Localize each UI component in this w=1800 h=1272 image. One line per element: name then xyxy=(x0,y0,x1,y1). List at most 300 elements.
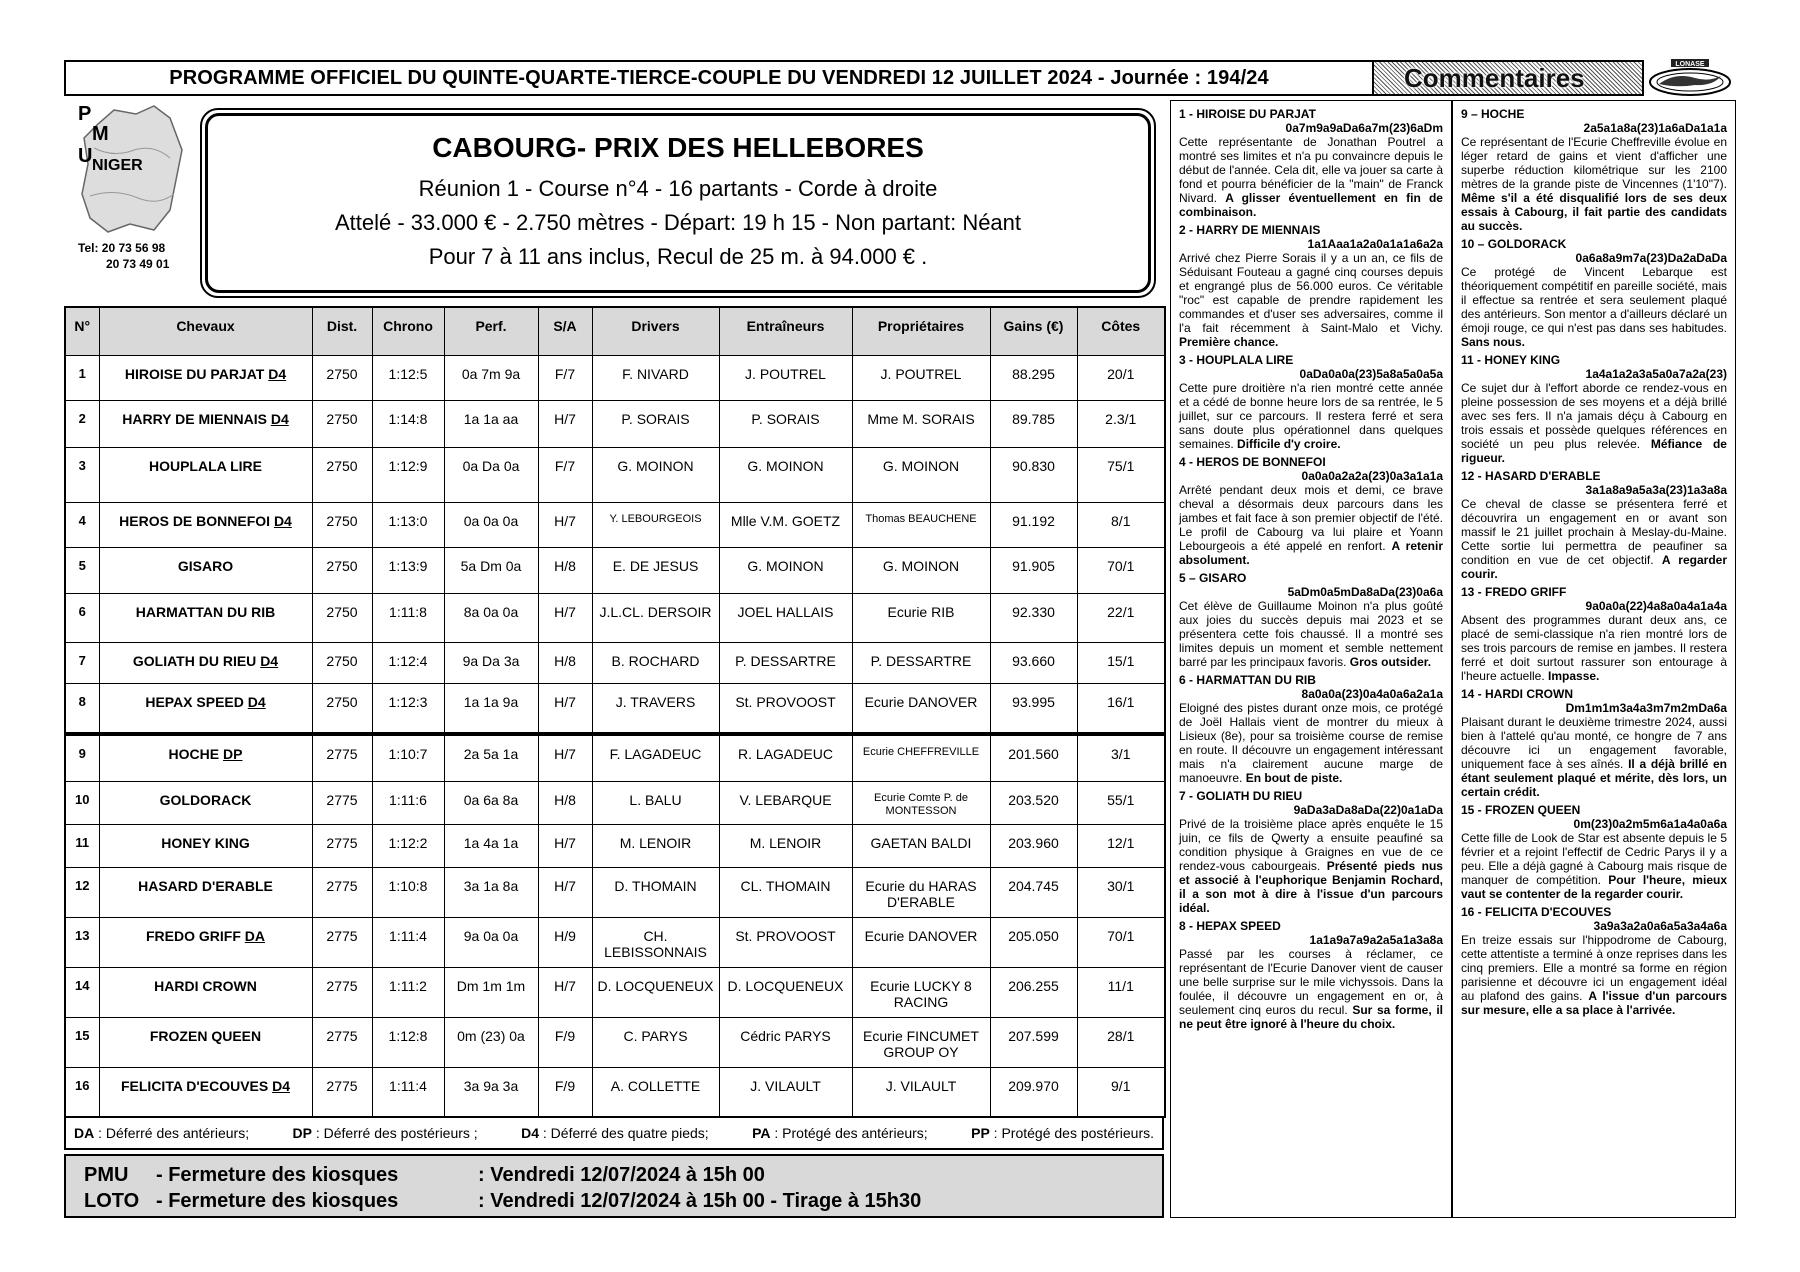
distance: 2750 xyxy=(312,593,372,643)
chrono: 1:12:4 xyxy=(372,643,444,684)
runner-number: 3 xyxy=(65,448,99,502)
gains: 90.830 xyxy=(990,448,1077,502)
comment-horse-name: 13 - FREDO GRIFF xyxy=(1461,585,1567,599)
comment-verdict: Présenté pieds nus et associé à l'euphorique Benjamin Rochard, il a son mot à dire à l'issue d'un parcours idéal. xyxy=(1179,859,1443,915)
comment-text-block xyxy=(1179,701,1443,785)
comment-text: Passé par les courses à réclamer, ce représentant de l'Ecurie Danover vient de causer une belle surprise sur le mile vichyssois. Dans la foulée, il découvre un engagement en or, à seulement cinq euros du recul. xyxy=(1179,947,1443,1017)
driver: L. BALU xyxy=(592,781,719,824)
gains: 203.520 xyxy=(990,781,1077,824)
legend-code: DP xyxy=(292,1125,312,1141)
horse-name-cell xyxy=(99,1017,312,1067)
distance: 2775 xyxy=(312,824,372,867)
pmu-niger-logo xyxy=(74,98,186,238)
race-meeting-line: Réunion 1 - Course n°4 - 16 partants - Corde à droite xyxy=(418,176,938,201)
comment-performance: 1a4a1a2a3a5a0a7a2a(23) xyxy=(1585,367,1727,381)
performance: 9a Da 3a xyxy=(444,643,538,684)
comment-verdict: A l'issue d'un parcours sur mesure, elle a sa place à l'arrivée. xyxy=(1461,989,1728,1017)
comment-entry xyxy=(1179,571,1443,669)
comment-verdict: En bout de piste. xyxy=(1245,771,1343,785)
sex-age: H/7 xyxy=(538,684,592,734)
odds: 9/1 xyxy=(1077,1067,1165,1117)
gains: 91.192 xyxy=(990,502,1077,547)
comment-verdict: Première chance. xyxy=(1179,335,1279,349)
chrono: 1:12:9 xyxy=(372,448,444,502)
chrono: 1:12:3 xyxy=(372,684,444,734)
comment-entry xyxy=(1461,469,1727,581)
odds: 16/1 xyxy=(1077,684,1165,734)
comment-verdict: A regarder courir. xyxy=(1461,553,1727,581)
race-conditions-line: Attelé - 33.000 € - 2.750 mètres - Départ: 19 h 15 - Non partant: Néant xyxy=(334,210,1022,235)
comment-text: Absent des programmes durant deux ans, ce placé de semi-classique n'a rien montré lors de ses trois parcours de remise en jambes. Il restera ferré et doit surtout rassurer son entourage à l'heure actuelle. xyxy=(1461,613,1727,683)
gains: 92.330 xyxy=(990,593,1077,643)
contact-phone xyxy=(78,240,169,272)
closing-row xyxy=(84,1162,1162,1188)
comment-verdict: Impasse. xyxy=(1548,669,1600,683)
trainer: St. PROVOOST xyxy=(719,684,852,734)
trainer: G. MOINON xyxy=(719,448,852,502)
gains: 91.905 xyxy=(990,548,1077,593)
runner-number: 5 xyxy=(65,548,99,593)
comment-text-block xyxy=(1461,715,1727,799)
distance: 2750 xyxy=(312,548,372,593)
comment-horse-name: 12 - HASARD D'ERABLE xyxy=(1461,469,1601,483)
comment-text-block xyxy=(1179,599,1443,669)
sex-age: H/7 xyxy=(538,593,592,643)
legend-text: : Protégé des antérieurs; xyxy=(770,1125,928,1141)
race-info-box xyxy=(200,108,1156,298)
comment-text-block xyxy=(1461,265,1727,349)
driver: F. LAGADEUC xyxy=(592,734,719,782)
distance: 2750 xyxy=(312,400,372,448)
horse-name: HOUPLALA LIRE xyxy=(148,458,263,475)
table-header-row xyxy=(65,307,1165,355)
lonase-logo xyxy=(1645,58,1735,98)
comment-text-block xyxy=(1461,831,1727,901)
program-title-text: PROGRAMME OFFICIEL DU QUINTE-QUARTE-TIERCE-COUPLE DU VENDREDI 12 JUILLET 2024 - Journée : 194/24 xyxy=(169,66,1269,89)
race-title: CABOURG- PRIX DES HELLEBORES xyxy=(432,132,924,163)
legend-item xyxy=(74,1125,249,1141)
comment-text: Cette pure droitière n'a rien montré cette année et a cédé de bonne heure lors de sa rentrée, le 5 juillet, sur ce parcours. Il restera ferré et sera sans doute plus opérationnel dans quelques semaines. xyxy=(1179,381,1443,451)
driver: B. ROCHARD xyxy=(592,643,719,684)
runner-number: 12 xyxy=(65,867,99,917)
odds: 30/1 xyxy=(1077,867,1165,917)
distance: 2750 xyxy=(312,643,372,684)
horse-name-cell xyxy=(99,502,312,547)
chrono: 1:13:0 xyxy=(372,502,444,547)
horse-name: HONEY KING xyxy=(161,834,250,851)
comment-verdict: Difficile d'y croire. xyxy=(1237,437,1341,451)
odds: 3/1 xyxy=(1077,734,1165,782)
comment-text-block xyxy=(1461,497,1727,581)
driver: C. PARYS xyxy=(592,1017,719,1067)
legend-item xyxy=(971,1125,1154,1141)
comment-performance: 0a7m9a9aDa6a7m(23)6aDm xyxy=(1285,121,1443,135)
odds: 28/1 xyxy=(1077,1017,1165,1067)
comment-text-block xyxy=(1179,947,1443,1031)
runner-number: 4 xyxy=(65,502,99,547)
driver: E. DE JESUS xyxy=(592,548,719,593)
comment-text-block xyxy=(1179,135,1443,219)
odds: 22/1 xyxy=(1077,593,1165,643)
trainer: R. LAGADEUC xyxy=(719,734,852,782)
horse-name: GOLDORACK xyxy=(159,791,252,808)
driver: Y. LEBOURGEOIS xyxy=(592,502,719,547)
comment-entry xyxy=(1179,455,1443,567)
table-row xyxy=(65,1067,1165,1117)
column-header: Dist. xyxy=(312,307,372,355)
comment-text-block xyxy=(1179,483,1443,567)
horse-name-cell xyxy=(99,1067,312,1117)
closing-label: - Fermeture des kiosques xyxy=(156,1190,399,1212)
sex-age: H/7 xyxy=(538,867,592,917)
owner: Ecurie RIB xyxy=(852,593,990,643)
driver: G. MOINON xyxy=(592,448,719,502)
comment-performance: 3a9a3a2a0a6a5a3a4a6a xyxy=(1593,919,1727,933)
comment-text: Ce sujet dur à l'effort aborde ce rendez-vous en pleine possession de ses moyens et a déjà brillé avec ses fers. Il n'a jamais déçu à Cabourg en trois essais et possède quelques références en société un peu plus relevée. xyxy=(1461,381,1727,451)
distance: 2775 xyxy=(312,967,372,1017)
runner-number: 8 xyxy=(65,684,99,734)
odds: 8/1 xyxy=(1077,502,1165,547)
horse-name-cell xyxy=(99,400,312,448)
comment-horse-name: 3 - HOUPLALA LIRE xyxy=(1179,353,1294,367)
odds: 12/1 xyxy=(1077,824,1165,867)
column-header: Drivers xyxy=(592,307,719,355)
runner-number: 2 xyxy=(65,400,99,448)
trainer: P. SORAIS xyxy=(719,400,852,448)
owner: Ecurie DANOVER xyxy=(852,684,990,734)
owner: Ecurie du HARAS D'ERABLE xyxy=(852,867,990,917)
shoeing-code: D4 xyxy=(268,365,287,382)
comment-entry xyxy=(1179,223,1443,349)
chrono: 1:11:6 xyxy=(372,781,444,824)
legend-item xyxy=(293,1125,478,1141)
horse-name-cell xyxy=(99,781,312,824)
horse-name: FELICITA D'ECOUVES xyxy=(120,1077,269,1094)
distance: 2750 xyxy=(312,502,372,547)
comment-performance: 1a1Aaa1a2a0a1a1a6a2a xyxy=(1307,237,1443,251)
kiosk-closing-info xyxy=(64,1154,1164,1218)
shoeing-code: D4 xyxy=(273,512,292,529)
comment-performance: 1a1a9a7a9a2a5a1a3a8a xyxy=(1309,933,1443,947)
table-row xyxy=(65,734,1165,782)
column-header: Entraîneurs xyxy=(719,307,852,355)
driver: D. LOCQUENEUX xyxy=(592,967,719,1017)
runner-number: 15 xyxy=(65,1017,99,1067)
performance: 9a 0a 0a xyxy=(444,917,538,967)
legend-code: DA xyxy=(74,1125,95,1141)
horse-name: HARDI CROWN xyxy=(154,977,257,994)
trainer: M. LENOIR xyxy=(719,824,852,867)
sex-age: F/7 xyxy=(538,355,592,400)
performance: 8a 0a 0a xyxy=(444,593,538,643)
race-eligibility-line: Pour 7 à 11 ans inclus, Recul de 25 m. à 94.000 € . xyxy=(428,244,928,269)
sex-age: H/8 xyxy=(538,548,592,593)
sex-age: H/7 xyxy=(538,400,592,448)
game-name: PMU xyxy=(84,1164,129,1186)
comment-horse-name: 5 – GISARO xyxy=(1179,571,1247,585)
table-row xyxy=(65,917,1165,967)
comment-verdict: Il a déjà brillé en étant seulement plaqué et mérite, dès lors, un certain crédit. xyxy=(1461,757,1727,799)
table-row xyxy=(65,448,1165,502)
comment-horse-name: 15 - FROZEN QUEEN xyxy=(1461,803,1581,817)
owner: P. DESSARTRE xyxy=(852,643,990,684)
comment-verdict: A glisser éventuellement en fin de combinaison. xyxy=(1179,191,1443,219)
comment-verdict: Sans nous. xyxy=(1461,335,1526,349)
trainer: CL. THOMAIN xyxy=(719,867,852,917)
sex-age: H/7 xyxy=(538,967,592,1017)
comment-performance: 0a0a0a2a2a(23)0a3a1a1a xyxy=(1301,469,1443,483)
phone-1: Tel: 20 73 56 98 xyxy=(78,241,166,255)
comment-text: Ce cheval de classe se présentera ferré et découvrira un engagement en or avant son massif le 21 juillet prochain à Meslay-du-Maine. Cette sortie lui permettra de peaufiner sa condition en vue de cet objectif. xyxy=(1461,497,1727,567)
owner: Ecurie Comte P. de MONTESSON xyxy=(852,781,990,824)
closing-row xyxy=(84,1188,1162,1214)
odds: 15/1 xyxy=(1077,643,1165,684)
column-header: Perf. xyxy=(444,307,538,355)
owner: Ecurie CHEFFREVILLE xyxy=(852,734,990,782)
horse-name-cell xyxy=(99,967,312,1017)
horse-name: FROZEN QUEEN xyxy=(149,1027,262,1044)
odds: 11/1 xyxy=(1077,967,1165,1017)
distance: 2775 xyxy=(312,734,372,782)
comment-text-block xyxy=(1461,381,1727,465)
table-row xyxy=(65,593,1165,643)
owner: Ecurie FINCUMET GROUP OY xyxy=(852,1017,990,1067)
comment-text: Cette représentante de Jonathan Poutrel a montré ses limites et n'a pu convaincre depuis le début de l'année. Cela dit, elle va jouer sa carte à fond et pourra bénéficier de la "main" de Franck Nivard. xyxy=(1179,135,1443,205)
shoeing-code: DP xyxy=(223,745,243,762)
comment-text: Ce protégé de Vincent Lebarque est théoriquement compétitif en pareille société, mais il effectue sa rentrée et sera seulement plaqué des antérieurs. Son mentor a d'ailleurs déclaré un émoji rouge, ce qui n'est pas dans ses habitudes. xyxy=(1461,265,1727,335)
horse-name-cell xyxy=(99,734,312,782)
distance: 2750 xyxy=(312,448,372,502)
comment-entry xyxy=(1461,353,1727,465)
trainer: Mlle V.M. GOETZ xyxy=(719,502,852,547)
comment-entry xyxy=(1461,905,1727,1017)
comment-entry xyxy=(1461,237,1727,349)
horse-name: HEPAX SPEED xyxy=(145,694,244,711)
odds: 20/1 xyxy=(1077,355,1165,400)
horse-name: HASARD D'ERABLE xyxy=(138,877,273,894)
horse-name-cell xyxy=(99,355,312,400)
performance: 0a 7m 9a xyxy=(444,355,538,400)
sex-age: H/8 xyxy=(538,781,592,824)
chrono: 1:10:7 xyxy=(372,734,444,782)
trainer: J. POUTREL xyxy=(719,355,852,400)
chrono: 1:11:8 xyxy=(372,593,444,643)
table-row xyxy=(65,355,1165,400)
shoeing-legend xyxy=(64,1118,1164,1150)
driver: D. THOMAIN xyxy=(592,867,719,917)
table-row xyxy=(65,684,1165,734)
performance: 1a 4a 1a xyxy=(444,824,538,867)
performance: 1a 1a 9a xyxy=(444,684,538,734)
comment-horse-name: 8 - HEPAX SPEED xyxy=(1179,919,1281,933)
horse-name: HARRY DE MIENNAIS xyxy=(122,410,267,427)
comment-text-block xyxy=(1461,135,1727,233)
comment-entry xyxy=(1461,687,1727,799)
comment-performance: 9a0a0a(22)4a8a0a4a1a4a xyxy=(1585,599,1727,613)
distance: 2775 xyxy=(312,1017,372,1067)
comment-performance: Dm1m1m3a4a3m7m2mDa6a xyxy=(1565,701,1727,715)
comment-performance: 0m(23)0a2m5m6a1a4a0a6a xyxy=(1573,817,1727,831)
comment-text: Privé de la troisième place après enquête le 15 juin, ce fils de Qwerty a ensuite peaufiné sa condition physique à Graignes en vue de ce rendez-vous cabourgeais. xyxy=(1179,817,1443,873)
comment-performance: 3a1a8a9a5a3a(23)1a3a8a xyxy=(1585,483,1727,497)
comment-performance: 9aDa3aDa8aDa(22)0a1aDa xyxy=(1293,803,1443,817)
horse-name: HOCHE xyxy=(168,745,220,762)
legend-code: D4 xyxy=(521,1125,540,1141)
gains: 204.745 xyxy=(990,867,1077,917)
comment-entry xyxy=(1461,803,1727,901)
table-row xyxy=(65,867,1165,917)
logo-letter-u: U xyxy=(78,145,93,167)
chrono: 1:10:8 xyxy=(372,867,444,917)
comment-text-block xyxy=(1179,251,1443,349)
game-name: LOTO xyxy=(84,1190,140,1212)
table-row xyxy=(65,400,1165,448)
driver: P. SORAIS xyxy=(592,400,719,448)
driver: F. NIVARD xyxy=(592,355,719,400)
shoeing-code: DA xyxy=(244,927,265,944)
sex-age: H/8 xyxy=(538,643,592,684)
comment-text: Arrêté pendant deux mois et demi, ce brave cheval a désormais deux parcours dans les jambes et fait face à son premier objectif de l'été. Le profil de Cabourg va lui plaire et Yoann Lebourgeois a été appelé en renfort. xyxy=(1179,483,1443,553)
owner: G. MOINON xyxy=(852,448,990,502)
comment-performance: 0aDa0a0a(23)5a8a5a0a5a xyxy=(1299,367,1443,381)
comment-text-block xyxy=(1461,933,1727,1017)
owner: Ecurie DANOVER xyxy=(852,917,990,967)
legend-text: : Déferré des postérieurs ; xyxy=(311,1125,478,1141)
comment-entry xyxy=(1179,919,1443,1031)
closing-time: : Vendredi 12/07/2024 à 15h 00 - Tirage à 15h30 xyxy=(478,1190,922,1212)
comment-verdict: Gros outsider. xyxy=(1349,655,1432,669)
comment-performance: 2a5a1a8a(23)1a6aDa1a1a xyxy=(1583,121,1727,135)
column-header: N° xyxy=(65,307,99,355)
comment-verdict: Même s'il a été disqualifié lors de ses deux essais à Cabourg, il fait partie des candidats au succès. xyxy=(1461,191,1727,233)
horse-name-cell xyxy=(99,548,312,593)
comment-horse-name: 2 - HARRY DE MIENNAIS xyxy=(1179,223,1321,237)
comment-entry xyxy=(1179,353,1443,451)
sex-age: H/9 xyxy=(538,917,592,967)
trainer: St. PROVOOST xyxy=(719,917,852,967)
odds: 75/1 xyxy=(1077,448,1165,502)
performance: 0a 0a 0a xyxy=(444,502,538,547)
owner: GAETAN BALDI xyxy=(852,824,990,867)
sex-age: F/9 xyxy=(538,1017,592,1067)
gains: 93.660 xyxy=(990,643,1077,684)
comments-column-1 xyxy=(1170,100,1452,1218)
driver: J.L.CL. DERSOIR xyxy=(592,593,719,643)
legend-code: PP xyxy=(971,1125,990,1141)
horse-name: HIROISE DU PARJAT xyxy=(124,365,265,382)
driver: J. TRAVERS xyxy=(592,684,719,734)
runner-number: 9 xyxy=(65,734,99,782)
comment-horse-name: 11 - HONEY KING xyxy=(1461,353,1561,367)
chrono: 1:11:4 xyxy=(372,1067,444,1117)
closing-label: - Fermeture des kiosques xyxy=(156,1164,399,1186)
table-row xyxy=(65,548,1165,593)
comment-horse-name: 4 - HEROS DE BONNEFOI xyxy=(1179,455,1326,469)
sex-age: F/9 xyxy=(538,1067,592,1117)
performance: 2a 5a 1a xyxy=(444,734,538,782)
horse-name-cell xyxy=(99,917,312,967)
legend-item xyxy=(752,1125,928,1141)
comment-verdict: Méfiance de rigueur. xyxy=(1461,437,1727,465)
comment-horse-name: 10 – GOLDORACK xyxy=(1461,237,1567,251)
table-row xyxy=(65,502,1165,547)
column-header: Chrono xyxy=(372,307,444,355)
shoeing-code: D4 xyxy=(270,410,289,427)
comments-title: Commentaires xyxy=(1404,62,1585,93)
comment-text-block xyxy=(1179,381,1443,451)
performance: 0m (23) 0a xyxy=(444,1017,538,1067)
comment-entry xyxy=(1461,107,1727,233)
owner: Thomas BEAUCHENE xyxy=(852,502,990,547)
comment-horse-name: 9 – HOCHE xyxy=(1461,107,1525,121)
trainer: V. LEBARQUE xyxy=(719,781,852,824)
owner: J. VILAULT xyxy=(852,1067,990,1117)
comments-column-2 xyxy=(1452,100,1736,1218)
distance: 2750 xyxy=(312,355,372,400)
trainer: D. LOCQUENEUX xyxy=(719,967,852,1017)
gains: 203.960 xyxy=(990,824,1077,867)
odds: 55/1 xyxy=(1077,781,1165,824)
shoeing-code: D4 xyxy=(247,694,266,711)
gains: 209.970 xyxy=(990,1067,1077,1117)
trainer: JOEL HALLAIS xyxy=(719,593,852,643)
comment-text: Ce représentant de l'Ecurie Cheffreville évolue en léger retard de gains et vient d'afficher une superbe réduction kilométrique sur les 2100 mètres de la grande piste de Vincennes (1'10"7). xyxy=(1461,135,1727,191)
comment-horse-name: 7 - GOLIATH DU RIEU xyxy=(1179,789,1303,803)
chrono: 1:12:5 xyxy=(372,355,444,400)
column-header: Côtes xyxy=(1077,307,1165,355)
comment-horse-name: 16 - FELICITA D'ECOUVES xyxy=(1461,905,1612,919)
gains: 206.255 xyxy=(990,967,1077,1017)
gains: 201.560 xyxy=(990,734,1077,782)
comment-text: Cette fille de Look de Star est absente depuis le 5 février et a rejoint l'effectif de Cedric Parys il y a peu. Elle a déjà gagné à Cabourg mais risque de manquer de compétition. xyxy=(1461,831,1727,887)
gains: 89.785 xyxy=(990,400,1077,448)
table-row xyxy=(65,1017,1165,1067)
performance: 1a 1a aa xyxy=(444,400,538,448)
comment-entry xyxy=(1179,789,1443,915)
gains: 93.995 xyxy=(990,684,1077,734)
horse-name-cell xyxy=(99,448,312,502)
phone-2: 20 73 49 01 xyxy=(106,257,170,271)
owner: G. MOINON xyxy=(852,548,990,593)
legend-item xyxy=(521,1125,709,1141)
logo-letter-p: P xyxy=(78,103,92,125)
comment-verdict: A retenir absolument. xyxy=(1179,539,1443,567)
column-header: Propriétaires xyxy=(852,307,990,355)
trainer: P. DESSARTRE xyxy=(719,643,852,684)
runner-number: 11 xyxy=(65,824,99,867)
horse-name-cell xyxy=(99,643,312,684)
legend-text: : Déferré des quatre pieds; xyxy=(539,1125,709,1141)
comment-verdict: Sur sa forme, il ne peut être ignoré à l'heure du choix. xyxy=(1179,1003,1443,1031)
runner-number: 6 xyxy=(65,593,99,643)
comment-text-block xyxy=(1179,817,1443,915)
driver: CH. LEBISSONNAIS xyxy=(592,917,719,967)
comment-entry xyxy=(1461,585,1727,683)
runner-number: 13 xyxy=(65,917,99,967)
sex-age: H/7 xyxy=(538,734,592,782)
column-header: Chevaux xyxy=(99,307,312,355)
table-row xyxy=(65,824,1165,867)
distance: 2775 xyxy=(312,867,372,917)
table-row xyxy=(65,781,1165,824)
comment-verdict: Pour l'heure, mieux vaut se contenter de la regarder courir. xyxy=(1461,873,1727,901)
chrono: 1:12:8 xyxy=(372,1017,444,1067)
comments-header xyxy=(1374,60,1644,96)
legend-text: : Protégé des postérieurs. xyxy=(989,1125,1154,1141)
program-title xyxy=(64,60,1374,96)
distance: 2775 xyxy=(312,1067,372,1117)
comment-horse-name: 14 - HARDI CROWN xyxy=(1461,687,1574,701)
